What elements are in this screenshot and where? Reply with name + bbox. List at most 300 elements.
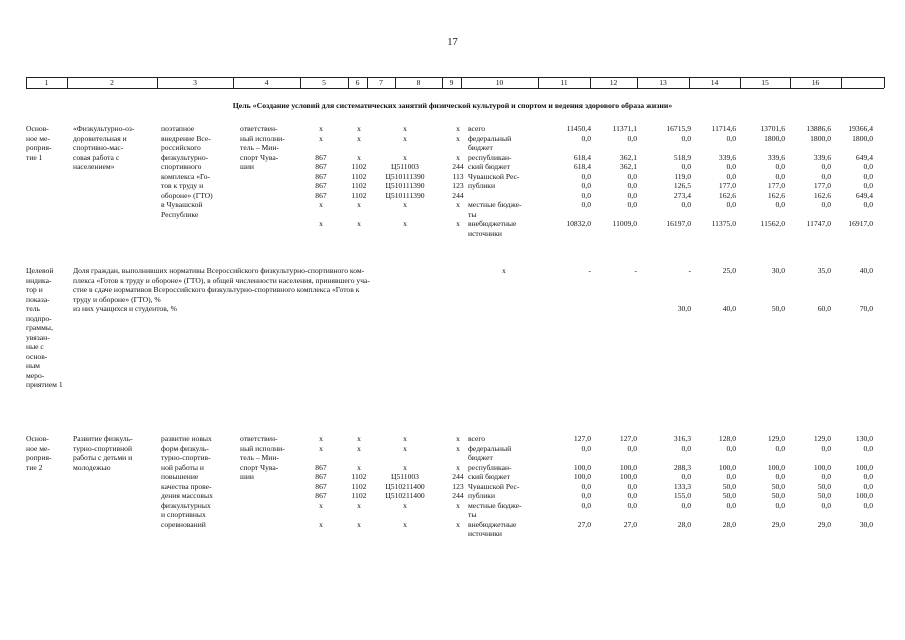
- amount-cell: 0,0: [581, 443, 591, 453]
- amount-cell: 0,0: [627, 200, 637, 209]
- grbs-cell: 867: [315, 181, 327, 190]
- section-cell: x: [357, 219, 361, 228]
- indicator-value: -: [634, 266, 637, 275]
- activity-task-line: дения массовых: [161, 491, 213, 500]
- expense-type-cell: x: [456, 443, 460, 453]
- indicator-label-line: Целевой: [26, 266, 54, 275]
- target-article-cell: Ц510111390: [385, 181, 425, 190]
- amount-cell: 28,0: [677, 519, 691, 529]
- indicator-label-line: граммы,: [26, 323, 53, 332]
- section-cell: x: [357, 519, 361, 529]
- indicator-label-line: тор и: [26, 285, 43, 294]
- funding-source-cell: бюджет: [468, 143, 493, 152]
- amount-cell: 339,6: [813, 152, 831, 162]
- activity-task-line: обороне» (ГТО): [161, 190, 213, 200]
- activity-label-line: тие 2: [26, 462, 43, 472]
- amount-cell: 11747,0: [806, 219, 831, 228]
- column-header-6: 6: [355, 78, 360, 87]
- amount-cell: 0,0: [863, 472, 873, 481]
- activity-task-line: поэтапное: [161, 124, 195, 133]
- expense-type-cell: 244: [452, 162, 464, 171]
- amount-cell: 0,0: [581, 133, 591, 143]
- indicator-value-students: 40,0: [722, 304, 736, 313]
- target-article-cell: Ц511003: [391, 162, 419, 171]
- amount-cell: 177,0: [718, 181, 736, 190]
- amount-cell: 0,0: [581, 181, 591, 190]
- indicator-value-students: 70,0: [859, 304, 873, 313]
- amount-cell: 0,0: [775, 171, 785, 181]
- target-article-cell: Ц510211400: [385, 491, 425, 500]
- activity-name-line: Развитие физкуль-: [73, 434, 133, 443]
- grbs-cell: 867: [315, 481, 327, 491]
- activity-task-line: спортивного: [161, 162, 202, 171]
- page-number: 17: [447, 37, 458, 48]
- column-header-14: 14: [710, 78, 719, 87]
- executor-line: тель – Мин-: [240, 143, 279, 152]
- amount-cell: 273,4: [673, 190, 691, 200]
- goal-heading: Цель «Создание условий для систематических занятий физической культурой и спортом и ведения здорового образа жизни»: [232, 101, 673, 110]
- indicator-value: 40,0: [859, 266, 873, 275]
- expense-type-cell: x: [456, 462, 460, 472]
- amount-cell: 0,0: [681, 472, 691, 481]
- grbs-cell: 867: [315, 152, 327, 162]
- section-cell: x: [357, 200, 361, 209]
- section-cell: x: [357, 443, 361, 453]
- indicator-value: 25,0: [722, 266, 736, 275]
- funding-source-cell: республикан-: [468, 152, 512, 162]
- amount-cell: 50,0: [817, 491, 831, 500]
- indicator-label-line: основ-: [26, 351, 48, 361]
- grbs-cell: 867: [315, 162, 327, 171]
- activity-task-line: качества прове-: [161, 481, 212, 491]
- funding-source-cell: ты: [468, 209, 477, 219]
- activity-label-line: роприя-: [26, 453, 52, 462]
- amount-cell: 11562,0: [760, 219, 785, 228]
- column-header-7: 7: [379, 78, 383, 87]
- amount-cell: 0,0: [821, 443, 831, 453]
- executor-line: тель – Мин-: [240, 453, 279, 462]
- grbs-cell: 867: [315, 491, 327, 500]
- amount-cell: 129,0: [813, 434, 831, 443]
- amount-cell: 0,0: [627, 181, 637, 190]
- amount-cell: 100,0: [767, 462, 785, 472]
- activity-task-line: тов к труду и: [161, 181, 204, 190]
- expense-type-cell: 113: [452, 171, 464, 181]
- indicator-label-line: ные с: [26, 342, 44, 351]
- amount-cell: 11450,4: [566, 124, 591, 133]
- amount-cell: 29,0: [817, 519, 831, 529]
- amount-cell: 0,0: [627, 491, 637, 500]
- amount-cell: 100,0: [573, 462, 591, 472]
- section-cell: x: [357, 152, 361, 162]
- indicator-label-line: меро-: [26, 370, 45, 380]
- amount-cell: 339,6: [718, 152, 736, 162]
- amount-cell: 0,0: [821, 500, 831, 510]
- amount-cell: 11375,0: [711, 219, 736, 228]
- expense-type-cell: 244: [452, 472, 464, 481]
- section-cell: x: [357, 462, 361, 472]
- column-header-5: 5: [322, 78, 326, 87]
- amount-cell: 27,0: [623, 519, 637, 529]
- executor-line: шии: [240, 472, 254, 481]
- indicator-text-line: плекса «Готов к труду и обороне» (ГТО), в общей численности населения, принявшего уча-: [73, 275, 370, 285]
- indicator-label-line: тель: [26, 304, 40, 313]
- amount-cell: 0,0: [775, 443, 785, 453]
- amount-cell: 127,0: [573, 434, 591, 443]
- funding-source-cell: Чувашской Рес-: [468, 171, 520, 181]
- amount-cell: 100,0: [619, 462, 637, 472]
- activity-label-line: Основ-: [26, 434, 49, 443]
- amount-cell: 100,0: [619, 472, 637, 481]
- amount-cell: 0,0: [775, 500, 785, 510]
- amount-cell: 100,0: [573, 472, 591, 481]
- activity-task-line: повышение: [161, 472, 199, 481]
- target-article-cell: x: [403, 124, 407, 133]
- amount-cell: 649,4: [855, 152, 873, 162]
- grbs-cell: x: [319, 200, 323, 209]
- indicator-value-students: 50,0: [771, 304, 785, 313]
- indicator-value-students: 30,0: [677, 304, 691, 313]
- amount-cell: 50,0: [817, 481, 831, 491]
- funding-source-cell: публики: [468, 181, 496, 190]
- amount-cell: 162,6: [813, 190, 831, 200]
- amount-cell: 1800,0: [764, 133, 785, 143]
- amount-cell: 19366,4: [848, 124, 873, 133]
- section-cell: x: [357, 133, 361, 143]
- column-header-15: 15: [761, 78, 769, 87]
- section-cell: x: [357, 500, 361, 510]
- amount-cell: 13886,6: [806, 124, 831, 133]
- amount-cell: 0,0: [863, 443, 873, 453]
- indicator-label-line: увязан-: [26, 332, 50, 342]
- funding-source-cell: внебюджетные: [468, 219, 517, 228]
- indicator-text-students: из них учащихся и студентов, %: [73, 304, 177, 313]
- grbs-cell: 867: [315, 472, 327, 481]
- funding-source-cell: федеральный: [468, 443, 512, 453]
- amount-cell: 10832,0: [566, 219, 591, 228]
- amount-cell: 362,1: [619, 152, 637, 162]
- expense-type-cell: x: [456, 124, 460, 133]
- amount-cell: 0,0: [726, 443, 736, 453]
- funding-source-cell: публики: [468, 491, 496, 500]
- activity-name-line: совая работа с: [73, 152, 120, 162]
- header-bottom-rule: [26, 88, 884, 89]
- funding-source-cell: местные бюдже-: [468, 200, 522, 209]
- section-cell: 1102: [351, 181, 367, 190]
- activity-label-line: ное ме-: [26, 443, 50, 453]
- expense-type-cell: x: [456, 133, 460, 143]
- amount-cell: 0,0: [627, 481, 637, 491]
- section-cell: 1102: [351, 491, 367, 500]
- expense-type-cell: x: [456, 519, 460, 529]
- expense-type-cell: x: [456, 152, 460, 162]
- amount-cell: 0,0: [821, 472, 831, 481]
- column-header-3: 3: [193, 78, 197, 87]
- amount-cell: 50,0: [722, 481, 736, 491]
- section-cell: 1102: [351, 472, 367, 481]
- expense-type-cell: 244: [452, 491, 464, 500]
- amount-cell: 0,0: [581, 491, 591, 500]
- column-header-10: 10: [495, 78, 504, 87]
- target-article-cell: x: [403, 462, 407, 472]
- amount-cell: 50,0: [771, 491, 785, 500]
- indicator-x: x: [502, 266, 506, 275]
- activity-task-line: физкультурных: [161, 500, 211, 510]
- amount-cell: 0,0: [627, 500, 637, 510]
- activity-task-line: форм физкуль-: [161, 443, 209, 453]
- expense-type-cell: x: [456, 500, 460, 510]
- activity-label-line: тие 1: [26, 152, 43, 162]
- activity-name-line: доровительная и: [73, 133, 127, 143]
- funding-source-cell: внебюджетные: [468, 519, 517, 529]
- indicator-value-students: 60,0: [817, 304, 831, 313]
- amount-cell: 518,9: [673, 152, 691, 162]
- header-divider: [884, 77, 885, 88]
- activity-label-line: Основ-: [26, 124, 49, 133]
- amount-cell: 0,0: [627, 443, 637, 453]
- amount-cell: 0,0: [863, 500, 873, 510]
- amount-cell: 316,3: [673, 434, 691, 443]
- funding-source-cell: местные бюдже-: [468, 500, 522, 510]
- amount-cell: 649,4: [855, 190, 873, 200]
- amount-cell: 11371,1: [612, 124, 637, 133]
- executor-line: ный исполни-: [240, 443, 285, 453]
- target-article-cell: x: [403, 519, 407, 529]
- section-cell: 1102: [351, 171, 367, 181]
- grbs-cell: 867: [315, 190, 327, 200]
- amount-cell: 0,0: [863, 481, 873, 491]
- amount-cell: 0,0: [681, 500, 691, 510]
- target-article-cell: Ц511003: [391, 472, 419, 481]
- activity-task-line: Республике: [161, 209, 199, 219]
- grbs-cell: x: [319, 443, 323, 453]
- amount-cell: 162,6: [718, 190, 736, 200]
- target-article-cell: x: [403, 152, 407, 162]
- activity-label-line: роприя-: [26, 143, 52, 152]
- section-cell: x: [357, 124, 361, 133]
- amount-cell: 1800,0: [810, 133, 831, 143]
- target-article-cell: Ц510111390: [385, 171, 425, 181]
- target-article-cell: x: [403, 500, 407, 510]
- amount-cell: 0,0: [627, 133, 637, 143]
- activity-task-line: в Чувашской: [161, 200, 203, 209]
- indicator-label-line: приятием 1: [26, 380, 63, 389]
- column-header-8: 8: [416, 78, 421, 87]
- funding-source-cell: Чувашской Рес-: [468, 481, 520, 491]
- header-divider: [841, 77, 842, 88]
- executor-line: ответствен-: [240, 434, 278, 443]
- executor-line: ответствен-: [240, 124, 278, 133]
- amount-cell: 0,0: [681, 200, 691, 209]
- amount-cell: 16715,9: [666, 124, 691, 133]
- funding-source-cell: всего: [468, 124, 486, 133]
- amount-cell: 0,0: [627, 190, 637, 200]
- section-cell: x: [357, 434, 361, 443]
- amount-cell: 0,0: [863, 200, 873, 209]
- grbs-cell: x: [319, 519, 323, 529]
- amount-cell: 100,0: [855, 491, 873, 500]
- column-header-9: 9: [449, 78, 454, 87]
- amount-cell: 27,0: [577, 519, 591, 529]
- expense-type-cell: 123: [452, 481, 464, 491]
- funding-source-cell: бюджет: [468, 453, 493, 462]
- indicator-text-line: Доля граждан, выполнивших нормативы Всероссийского физкультурно-спортивного ком-: [73, 266, 365, 275]
- amount-cell: 0,0: [726, 500, 736, 510]
- amount-cell: 126,5: [673, 181, 691, 190]
- section-cell: 1102: [351, 190, 367, 200]
- indicator-label-line: индика-: [26, 275, 52, 285]
- target-article-cell: x: [403, 434, 407, 443]
- expense-type-cell: 244: [452, 190, 464, 200]
- column-header-2: 2: [110, 78, 114, 87]
- amount-cell: 0,0: [681, 162, 691, 171]
- indicator-value: 35,0: [817, 266, 831, 275]
- target-article-cell: Ц510111390: [385, 190, 425, 200]
- executor-line: шии: [240, 162, 254, 171]
- activity-task-line: российского: [161, 143, 201, 152]
- indicator-value: -: [588, 266, 591, 275]
- amount-cell: 50,0: [771, 481, 785, 491]
- target-article-cell: x: [403, 133, 407, 143]
- amount-cell: 0,0: [775, 162, 785, 171]
- funding-source-cell: источники: [468, 529, 502, 538]
- indicator-label-line: ным: [26, 361, 40, 370]
- activity-task-line: комплекса «Го-: [161, 171, 211, 181]
- column-header-16: 16: [811, 78, 820, 87]
- amount-cell: 30,0: [859, 519, 873, 529]
- amount-cell: 0,0: [581, 481, 591, 491]
- amount-cell: 0,0: [726, 200, 736, 209]
- amount-cell: 130,0: [855, 434, 873, 443]
- amount-cell: 13701,6: [760, 124, 785, 133]
- amount-cell: 362,1: [619, 162, 637, 171]
- amount-cell: 28,0: [722, 519, 736, 529]
- amount-cell: 119,0: [674, 171, 691, 181]
- activity-task-line: турно-спортив-: [161, 453, 211, 462]
- activity-task-line: ной работы и: [161, 462, 204, 472]
- activity-task-line: соревнований: [161, 519, 206, 529]
- grbs-cell: x: [319, 500, 323, 510]
- amount-cell: 339,6: [767, 152, 785, 162]
- expense-type-cell: x: [456, 219, 460, 228]
- amount-cell: 0,0: [726, 472, 736, 481]
- indicator-value: 30,0: [771, 266, 785, 275]
- target-article-cell: x: [403, 219, 407, 228]
- amount-cell: 0,0: [581, 500, 591, 510]
- activity-task-line: физкультурно-: [161, 152, 209, 162]
- amount-cell: 0,0: [581, 200, 591, 209]
- activity-task-line: внедрение Все-: [161, 133, 211, 143]
- amount-cell: 0,0: [821, 171, 831, 181]
- activity-name-line: спортивно-мас-: [73, 143, 124, 152]
- grbs-cell: 867: [315, 462, 327, 472]
- amount-cell: 16917,0: [848, 219, 873, 228]
- activity-task-line: развитие новых: [161, 434, 212, 443]
- executor-line: спорт Чува-: [240, 462, 279, 472]
- funding-source-cell: ты: [468, 510, 477, 519]
- grbs-cell: x: [319, 434, 323, 443]
- target-article-cell: Ц510211400: [385, 481, 425, 491]
- amount-cell: 127,0: [619, 434, 637, 443]
- amount-cell: 288,3: [673, 462, 691, 472]
- indicator-value: -: [688, 266, 691, 275]
- funding-source-cell: ский бюджет: [468, 472, 510, 481]
- funding-source-cell: ский бюджет: [468, 162, 510, 171]
- amount-cell: 0,0: [863, 181, 873, 190]
- target-article-cell: x: [403, 200, 407, 209]
- target-article-cell: x: [403, 443, 407, 453]
- grbs-cell: x: [319, 219, 323, 228]
- amount-cell: 129,0: [767, 434, 785, 443]
- activity-label-line: ное ме-: [26, 133, 50, 143]
- column-header-11: 11: [560, 78, 568, 87]
- activity-task-line: и спортивных: [161, 510, 206, 519]
- amount-cell: 618,4: [573, 162, 591, 171]
- grbs-cell: 867: [315, 171, 327, 181]
- amount-cell: 100,0: [855, 462, 873, 472]
- expense-type-cell: 123: [452, 181, 464, 190]
- amount-cell: 11009,0: [612, 219, 637, 228]
- expense-type-cell: x: [456, 434, 460, 443]
- amount-cell: 100,0: [718, 462, 736, 472]
- column-header-1: 1: [44, 78, 49, 87]
- funding-source-cell: федеральный: [468, 133, 512, 143]
- amount-cell: 177,0: [767, 181, 785, 190]
- indicator-label-line: показа-: [26, 294, 50, 304]
- funding-source-cell: республикан-: [468, 462, 512, 472]
- grbs-cell: x: [319, 124, 323, 133]
- amount-cell: 0,0: [681, 133, 691, 143]
- expense-type-cell: x: [456, 200, 460, 209]
- column-header-13: 13: [659, 78, 667, 87]
- amount-cell: 0,0: [821, 162, 831, 171]
- executor-line: спорт Чува-: [240, 152, 279, 162]
- amount-cell: 0,0: [627, 171, 637, 181]
- amount-cell: 100,0: [813, 462, 831, 472]
- column-header-4: 4: [264, 78, 269, 87]
- section-cell: 1102: [351, 481, 367, 491]
- section-cell: 1102: [351, 162, 367, 171]
- amount-cell: 162,6: [767, 190, 785, 200]
- amount-cell: 0,0: [726, 133, 736, 143]
- amount-cell: 0,0: [581, 171, 591, 181]
- column-header-12: 12: [609, 78, 618, 87]
- activity-name-line: молодежью: [73, 462, 111, 472]
- amount-cell: 177,0: [813, 181, 831, 190]
- amount-cell: 16197,0: [666, 219, 691, 228]
- funding-source-cell: всего: [468, 434, 486, 443]
- amount-cell: 1800,0: [852, 133, 873, 143]
- amount-cell: 618,4: [573, 152, 591, 162]
- amount-cell: 0,0: [775, 200, 785, 209]
- indicator-text-line: стие в сдаче нормативов Всероссийского физкультурно-спортивного комплекса «Готов к: [73, 285, 360, 294]
- grbs-cell: x: [319, 133, 323, 143]
- amount-cell: 0,0: [726, 171, 736, 181]
- executor-line: ный исполни-: [240, 133, 285, 143]
- indicator-label-line: подпро-: [26, 313, 52, 323]
- amount-cell: 0,0: [863, 171, 873, 181]
- amount-cell: 50,0: [722, 491, 736, 500]
- amount-cell: 0,0: [726, 162, 736, 171]
- activity-name-line: работы с детьми и: [73, 453, 133, 462]
- amount-cell: 0,0: [681, 443, 691, 453]
- activity-name-line: турно-спортивной: [73, 443, 133, 453]
- amount-cell: 155,0: [673, 491, 691, 500]
- amount-cell: 133,3: [673, 481, 691, 491]
- amount-cell: 0,0: [775, 472, 785, 481]
- funding-source-cell: источники: [468, 228, 502, 238]
- indicator-text-line: труду и обороне» (ГТО), %: [73, 294, 161, 304]
